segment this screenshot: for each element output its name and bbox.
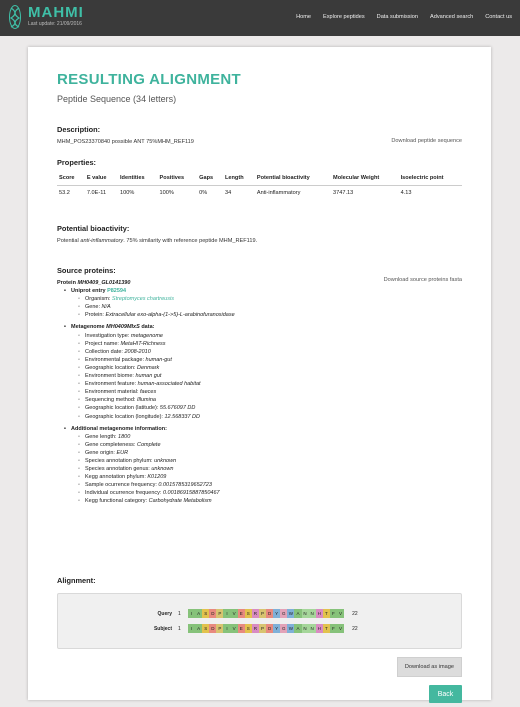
- list-item: [85, 295, 462, 303]
- list-item-key: Organism:: [85, 296, 112, 303]
- nav-advanced-search[interactable]: Advanced search: [430, 14, 474, 20]
- page-subtitle: Peptide Sequence (34 letters): [57, 94, 177, 104]
- list-item-key: Individual ocurrence frequency:: [85, 490, 163, 497]
- subject-label: Subject: [153, 625, 172, 632]
- nav-contact-us[interactable]: Contact us: [485, 14, 512, 20]
- query-residue: P: [216, 609, 223, 618]
- cell-isoelectric-point: 4.13: [400, 190, 412, 196]
- query-residue: D: [211, 611, 215, 616]
- list-item-key: Environment feature:: [85, 381, 138, 388]
- subject-residue: R: [253, 626, 258, 631]
- list-item-value: N/A: [101, 304, 111, 311]
- query-start: 1: [178, 610, 181, 617]
- metagenome-id: MH0409MIxS: [106, 324, 140, 331]
- query-residue: A: [294, 609, 301, 618]
- subject-end: 22: [352, 625, 358, 632]
- list-item: [85, 457, 462, 465]
- cell-bioactivity: Anti-inflammatory: [256, 190, 301, 196]
- subject-residue: E: [238, 624, 245, 633]
- cell-evalue: 7.0E-11: [86, 190, 107, 196]
- subject-residue: P: [259, 624, 266, 633]
- query-residue: P: [259, 609, 266, 618]
- description-text: MHM_POS23370840 possible ANT 75%MHM_REF119: [57, 139, 194, 145]
- protein-id: MH0409_GL0141390: [77, 280, 131, 286]
- query-residue: I: [188, 609, 195, 618]
- list-item-key: Environmental package:: [85, 356, 146, 363]
- list-item-value: MetaHIT-Richness: [120, 340, 166, 347]
- list-item-key: Environment material:: [85, 389, 141, 396]
- list-item-key: Species annotation genus:: [85, 466, 152, 473]
- list-item: [85, 497, 462, 505]
- uniprot-entry: [71, 287, 462, 295]
- col-molecular-weight: Molecular Weight: [331, 172, 399, 186]
- query-residue: I: [223, 609, 230, 618]
- subject-residue: N: [303, 626, 307, 631]
- list-item-value: metagenome: [130, 332, 163, 339]
- nav-explore-peptides[interactable]: Explore peptides: [322, 14, 365, 20]
- list-item-value: Complete: [136, 441, 161, 448]
- list-item-key: Project name:: [85, 340, 121, 347]
- list-item-value: Carbohydrate Metabolism: [148, 498, 212, 505]
- list-item-value: unknown: [151, 466, 174, 473]
- col-isoelectric-point: Isoelectric point: [399, 172, 462, 186]
- protein-label: Protein: [57, 280, 78, 286]
- query-residue: W: [288, 611, 293, 616]
- content-card: [28, 47, 491, 700]
- query-end: 22: [352, 610, 358, 617]
- subject-residue: S: [245, 624, 252, 633]
- list-item: [85, 388, 462, 396]
- query-residue: H: [317, 611, 321, 616]
- list-item: [85, 356, 462, 364]
- subject-residue: D: [267, 626, 272, 631]
- query-label: Query: [157, 610, 172, 617]
- list-item: [85, 303, 462, 311]
- list-item: [85, 465, 462, 473]
- subject-residue: D: [211, 626, 215, 631]
- metagenome-details: [71, 332, 462, 421]
- list-item: [85, 449, 462, 457]
- query-residue: A: [195, 609, 202, 618]
- brand-name[interactable]: MAHMI: [28, 4, 84, 21]
- subject-sequence: [188, 624, 344, 633]
- list-item: [85, 473, 462, 481]
- subject-residue: G: [282, 626, 286, 631]
- page-title: RESULTING ALIGNMENT: [57, 71, 242, 88]
- bioactivity-heading: Potential bioactivity:: [57, 224, 130, 233]
- subject-residue: P: [216, 624, 223, 633]
- cell-identities: 100%: [120, 190, 135, 196]
- download-source-proteins-link[interactable]: Download source proteins fasta: [383, 277, 462, 283]
- list-item-key: Sequencing method:: [85, 397, 137, 404]
- list-item-value: K01209: [147, 474, 167, 481]
- properties-header-row: [57, 172, 462, 186]
- subject-residue: V: [337, 624, 344, 633]
- bioactivity-activity: anti-inflammatory: [80, 238, 124, 244]
- description-heading: Description:: [57, 125, 101, 134]
- properties-table: [57, 172, 462, 196]
- list-item-value: human-associated habitat: [137, 381, 201, 388]
- subject-residue: F: [330, 624, 337, 633]
- list-item-value: 55.676097 DD: [159, 405, 196, 412]
- list-item: [85, 340, 462, 348]
- list-item-key: Gene length:: [85, 433, 119, 440]
- list-item-key: Gene completeness:: [85, 441, 137, 448]
- metagenome-entry: [71, 323, 462, 331]
- list-item-key: Kegg annotation phylum:: [85, 474, 148, 481]
- list-item-value: EUR: [116, 449, 129, 456]
- list-item-key: Geographic location (latitude):: [85, 405, 160, 412]
- query-residue: N: [310, 611, 314, 616]
- list-item: [85, 372, 462, 380]
- list-item: [85, 332, 462, 340]
- query-residue: T: [323, 609, 330, 618]
- top-navbar: [0, 0, 520, 36]
- download-peptide-sequence-link[interactable]: Download peptide sequence: [391, 138, 462, 144]
- subject-residue: Y: [273, 624, 280, 633]
- col-positives: Positives: [158, 172, 198, 186]
- list-item-value: unknown: [154, 457, 177, 464]
- last-update-text: Last update: 21/09/2016: [28, 21, 82, 27]
- list-item: [85, 433, 462, 441]
- subject-residue: I: [223, 624, 230, 633]
- cell-score: 53.2: [59, 190, 70, 196]
- list-item-key: Environment biome:: [85, 373, 136, 380]
- list-item: [85, 348, 462, 356]
- list-item-value: 12.568337 DD: [164, 413, 200, 420]
- uniprot-label: Uniprot entry: [71, 288, 108, 295]
- col-bioactivity: Potential bioactivity: [255, 172, 331, 186]
- bioactivity-suffix: . 75% similarity with reference peptide MHM_REF119.: [123, 238, 258, 244]
- source-protein-block: [57, 279, 462, 506]
- nav-links: [296, 14, 512, 20]
- col-score: Score: [57, 172, 85, 186]
- query-residue: F: [330, 609, 337, 618]
- list-item-value: human gut: [135, 373, 162, 380]
- subject-residue: S: [202, 624, 209, 633]
- metagenome-suffix: data:: [139, 324, 155, 331]
- list-item-key: Collection date:: [85, 348, 125, 355]
- subject-residue: W: [288, 626, 293, 631]
- table-row: [57, 186, 462, 197]
- additional-details: [71, 433, 462, 506]
- back-button[interactable]: Back: [429, 685, 462, 703]
- list-item-value: 0.00186915887850467: [162, 490, 220, 497]
- subject-start: 1: [178, 625, 181, 632]
- col-identities: Identities: [118, 172, 158, 186]
- list-item-key: Gene:: [85, 304, 102, 311]
- list-item-key: Investigation type:: [85, 332, 131, 339]
- bioactivity-text: [57, 238, 462, 244]
- alignment-viewer: [57, 593, 462, 649]
- col-length: Length: [223, 172, 255, 186]
- list-item-key: Species annotation phylum:: [85, 457, 155, 464]
- list-item-key: Protein:: [85, 312, 106, 319]
- subject-residue: H: [317, 626, 321, 631]
- query-residue: V: [231, 609, 238, 618]
- subject-residue: T: [323, 624, 330, 633]
- source-proteins-heading: Source proteins:: [57, 266, 116, 275]
- query-residue: S: [202, 609, 209, 618]
- additional-entry: • Additional metagenome information:: [71, 425, 462, 433]
- list-item: [85, 311, 462, 319]
- list-item: [85, 396, 462, 404]
- list-item: [85, 364, 462, 372]
- cell-length: 34: [224, 190, 232, 196]
- list-item-key: Gene origin:: [85, 449, 117, 456]
- list-item-value: Denmark: [136, 364, 160, 371]
- uniprot-details: [71, 295, 462, 319]
- cell-positives: 100%: [159, 190, 174, 196]
- list-item-key: Geographic location (longitude):: [85, 413, 165, 420]
- query-row: [142, 609, 358, 618]
- query-residue: V: [337, 609, 344, 618]
- query-residue: S: [245, 609, 252, 618]
- uniprot-id-link[interactable]: P82594: [107, 288, 127, 295]
- query-residue: E: [238, 609, 245, 618]
- list-item-key: Sample ocurrence frequency:: [85, 482, 159, 489]
- query-residue: G: [282, 611, 286, 616]
- download-image-button[interactable]: Download as image: [397, 657, 462, 677]
- subject-residue: A: [195, 624, 202, 633]
- bioactivity-prefix: Potential: [57, 238, 81, 244]
- subject-row: [142, 624, 358, 633]
- list-item-key: Geographic location:: [85, 364, 137, 371]
- list-item-value: Extracellular exo-alpha-(1->5)-L-arabinofuranosidase: [105, 312, 235, 319]
- subject-residue: A: [294, 624, 301, 633]
- subject-residue: V: [231, 624, 238, 633]
- list-item-value: 1800: [118, 433, 131, 440]
- properties-heading: Properties:: [57, 158, 97, 167]
- nav-data-submission[interactable]: Data submission: [376, 14, 419, 20]
- query-residue: Y: [273, 609, 280, 618]
- subject-residue: N: [310, 626, 314, 631]
- list-item-value: 0.0015785319652723: [158, 482, 212, 489]
- query-residue: N: [303, 611, 307, 616]
- dna-logo-icon[interactable]: [9, 5, 21, 29]
- alignment-heading: Alignment:: [57, 576, 96, 585]
- list-item-key: Kegg functional category:: [85, 498, 149, 505]
- col-evalue: E value: [85, 172, 118, 186]
- list-item: [85, 413, 462, 421]
- list-item-value: 2008-2010: [124, 348, 151, 355]
- cell-molecular-weight: 3747.13: [333, 190, 354, 196]
- nav-home[interactable]: Home: [296, 14, 311, 20]
- query-residue: R: [253, 611, 258, 616]
- subject-residue: I: [188, 624, 195, 633]
- query-residue: D: [267, 611, 272, 616]
- cell-gaps: 0%: [199, 190, 208, 196]
- list-item: [85, 380, 462, 388]
- list-item-value[interactable]: Streptomyces chartreusis: [111, 296, 174, 303]
- list-item-value: human-gut: [145, 356, 172, 363]
- content-inner: [57, 71, 462, 698]
- list-item-value: Illumina: [136, 397, 156, 404]
- query-sequence: [188, 609, 344, 618]
- list-item: [85, 481, 462, 489]
- list-item: [85, 489, 462, 497]
- list-item: [85, 404, 462, 412]
- list-item: [85, 441, 462, 449]
- col-gaps: Gaps: [197, 172, 223, 186]
- metagenome-label: Metagenome: [71, 324, 107, 331]
- list-item-value: faeces: [140, 389, 157, 396]
